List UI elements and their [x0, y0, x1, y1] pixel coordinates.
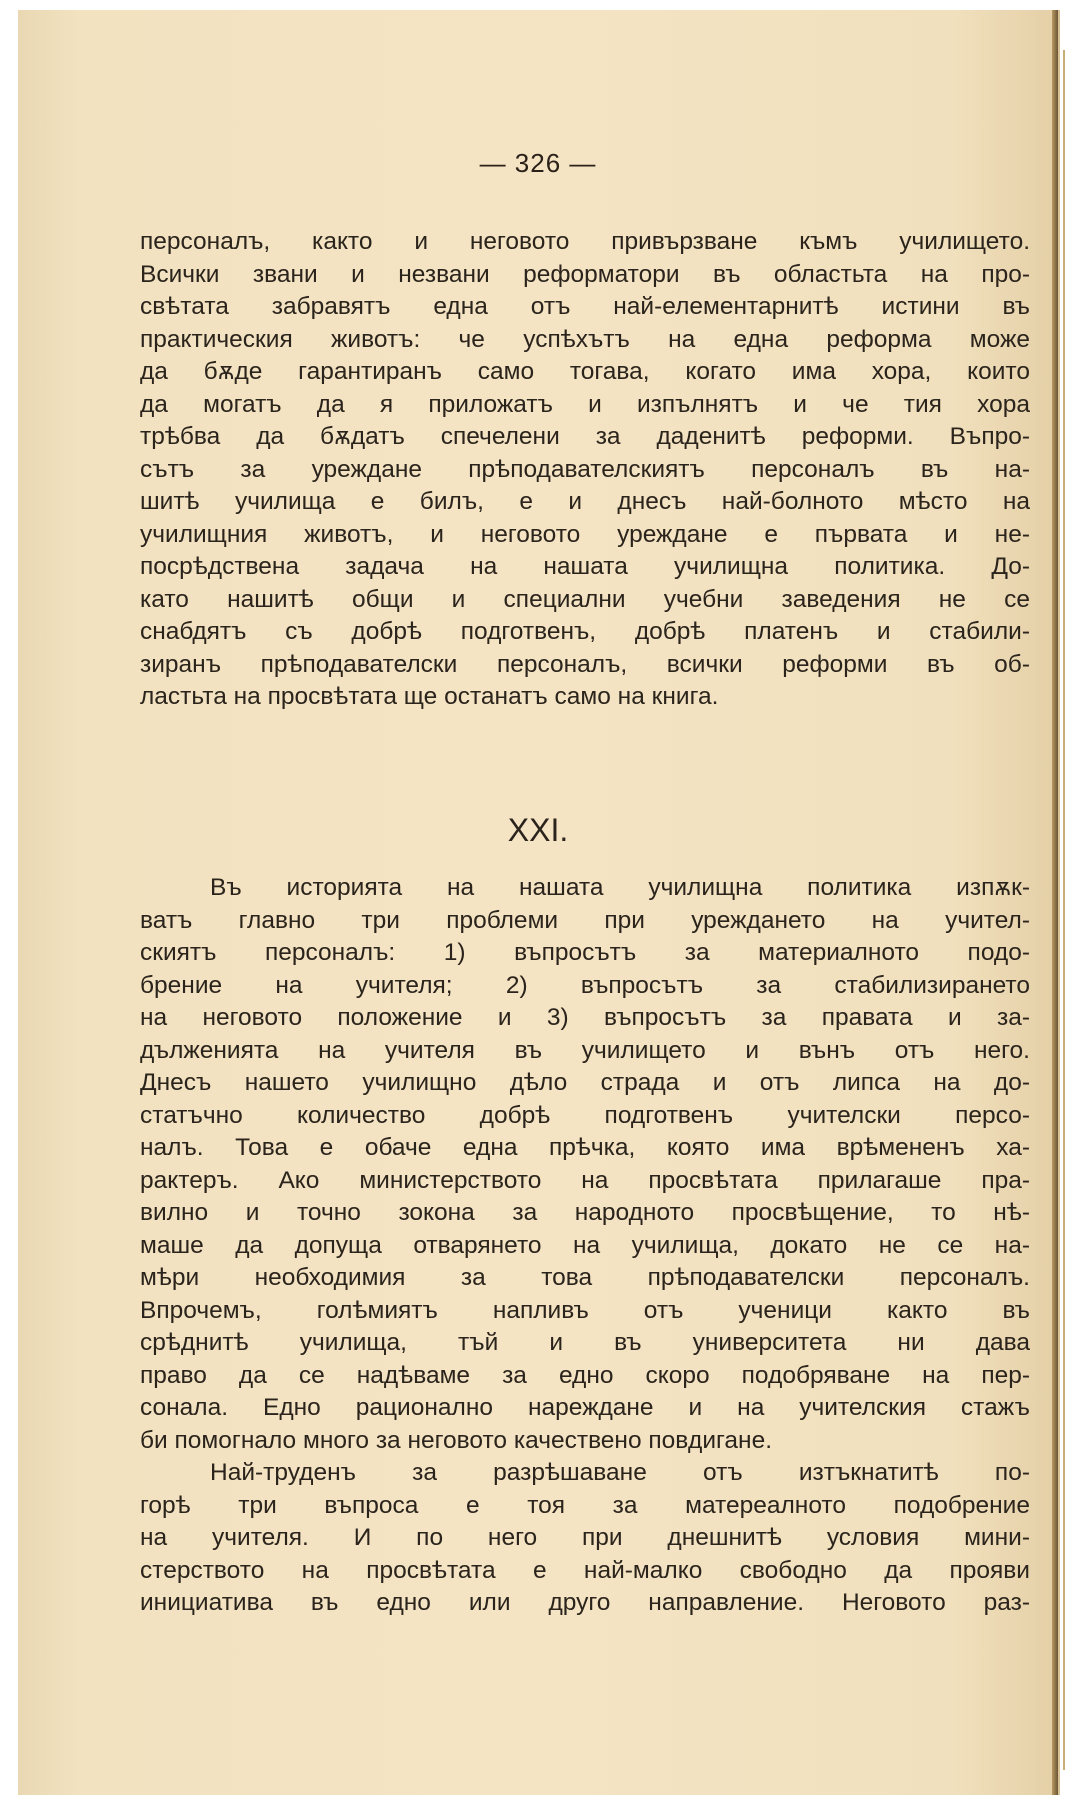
text-line: сътъ за уреждане прѣподавателскиятъ персоналъ въ на- — [140, 455, 1030, 483]
text-line: персоналъ, както и неговото привързване къмъ училището. — [140, 228, 1030, 255]
text-line: на неговото положение и 3) въпросътъ за правата и за- — [140, 1004, 1030, 1031]
text-line: вилно и точно зокона за народното просвѣщение, то нѣ- — [140, 1199, 1030, 1226]
text-line: би помогнало много за неговото качествено повдигане. — [140, 1426, 772, 1454]
text-line: шитѣ училища е билъ, е и днесъ най-болното мѣсто на — [140, 488, 1030, 515]
text-line: налъ. Това е обаче една прѣчка, която има врѣмененъ ха- — [140, 1134, 1030, 1161]
text-line: маше да допуща отварянето на училища, докато не се на- — [140, 1231, 1030, 1259]
text-line: горѣ три въпроса е тоя за матереалното подобрение — [140, 1491, 1030, 1519]
text-line: статъчно количество добрѣ подготвенъ учителски персо- — [140, 1101, 1030, 1129]
page-edge-shadow — [1063, 50, 1065, 1770]
text-line: стерството на просвѣтата е най-малко свободно да прояви — [140, 1556, 1030, 1584]
text-line: Днесъ нашето училищно дѣло страда и отъ липса на до- — [140, 1069, 1030, 1096]
text-line: свѣтата забравятъ една отъ най-елементарнитѣ истини въ — [140, 293, 1030, 320]
book-page — [18, 10, 1058, 1795]
text-line: училищния животъ, и неговото уреждане е първата и не- — [140, 520, 1030, 548]
text-line: Най-труденъ за разрѣшаване отъ изтъкнатитѣ по- — [210, 1459, 1030, 1486]
text-line: рактеръ. Ако министерството на просвѣтата прилагаше пра- — [140, 1166, 1030, 1194]
text-line: да бѫде гарантиранъ само тогава, когато има хора, които — [140, 358, 1030, 385]
text-line: скиятъ персоналъ: 1) въпросътъ за материалното подо- — [140, 939, 1030, 966]
text-line: Впрочемъ, голѣмиятъ напливъ отъ ученици както въ — [140, 1296, 1030, 1324]
text-line: снабдятъ съ добрѣ подготвенъ, добрѣ платенъ и стабили- — [140, 618, 1030, 645]
text-line: право да се надѣваме за едно скоро подобряване на пер- — [140, 1361, 1030, 1389]
text-line: да могатъ да я приложатъ и изпълнятъ и че тия хора — [140, 390, 1030, 418]
text-line: брение на учителя; 2) въпросътъ за стабилизирането — [140, 971, 1030, 999]
text-line: трѣбва да бѫдатъ спечелени за даденитѣ реформи. Въпро- — [140, 423, 1030, 450]
text-line: инициатива въ едно или друго направление. Неговото раз- — [140, 1589, 1030, 1616]
text-line: Всички звани и незвани реформатори въ областьта на про- — [140, 260, 1030, 288]
text-line: срѣднитѣ училища, тъй и въ университета ни дава — [140, 1329, 1030, 1356]
text-line: зиранъ прѣподавателски персоналъ, всички реформи въ об- — [140, 650, 1030, 678]
page-number: — 326 — — [479, 148, 597, 178]
text-line: на учителя. И по него при днешнитѣ условия мини- — [140, 1524, 1030, 1551]
text-line: дълженията на учителя въ училището и вънъ отъ него. — [140, 1036, 1030, 1064]
text-line: Въ историята на нашата училищна политика изпѫк- — [210, 874, 1030, 901]
paragraph-2 — [140, 872, 1030, 1620]
page-binding-edge — [1052, 10, 1058, 1795]
paragraph-1 — [140, 226, 1030, 714]
text-line: ластьта на просвѣтата ще останатъ само на книга. — [140, 683, 719, 710]
section-heading: XXI. — [507, 812, 569, 848]
text-line: сонала. Едно рационално нареждане и на учителския стажъ — [140, 1394, 1030, 1421]
text-line: практическия животъ: че успѣхътъ на една реформа може — [140, 325, 1030, 353]
text-line: ватъ главно три проблеми при уреждането на учител- — [140, 906, 1030, 934]
text-line: посрѣдствена задача на нашата училищна политика. До- — [140, 553, 1030, 580]
text-line: мѣри необходимия за това прѣподавателски персоналъ. — [140, 1264, 1030, 1291]
text-line: като нашитѣ общи и специални учебни заведения не се — [140, 585, 1030, 613]
